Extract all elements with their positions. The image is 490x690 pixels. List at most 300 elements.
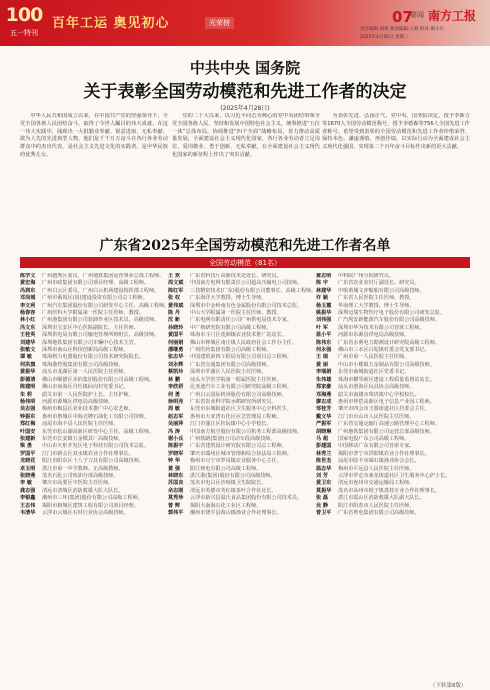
honoree-description: 阳江核电有限公司高级工程师。	[190, 465, 262, 472]
honoree-entry	[20, 503, 174, 509]
honoree-entry	[316, 473, 470, 479]
honoree-name: 林小红	[20, 317, 36, 324]
honoree-entry	[168, 392, 322, 398]
honoree-description: 广东省人民医院主任医师、教授。	[338, 295, 415, 302]
honoree-name: 李 敏	[20, 480, 32, 487]
honoree-description: 汕头市龙湖区第一人民医院主任医师。	[42, 369, 129, 376]
honoree-entry	[168, 473, 322, 479]
honoree-entry	[20, 392, 174, 398]
honoree-entry	[316, 495, 470, 501]
honoree-name: 莫秀珍	[168, 495, 184, 502]
honoree-description: 惠州市仲恺高新区电子信息产业园工程师。	[338, 398, 435, 405]
honoree-name: 温志华	[316, 465, 332, 472]
honoree-description: 汕头大学医学院第一附属医院主任医师。	[190, 376, 282, 383]
honoree-name: 林建华	[316, 287, 332, 294]
honoree-entry	[316, 510, 470, 516]
honoree-description: 广州医科大学附属第一医院主任医师、教授。	[42, 310, 144, 317]
honoree-entry	[168, 429, 322, 435]
honoree-name: 黄志明	[316, 273, 332, 279]
honoree-name: 李银鑫	[20, 495, 36, 502]
honoree-entry	[20, 362, 174, 368]
honoree-name: 李瑞娟	[316, 369, 332, 376]
intro-paragraph: 中华人民共和国成立以来，在中国共产党的坚强领导下，全党全国各族人民团结奋斗，取得了令世人瞩目的伟大成就。在这一伟大实践中，涌现出一大批勤业奉献、锐意进取、无私奉献、敢为人先的先进典型人物，他们是千千万万奋斗在各行各业劳动群众中的杰出代表，是社会主义先进文化的实践者，是中华民族的优秀儿女。	[20, 113, 168, 158]
honoree-description: 潮州市饶平县海山镇渔业合作社理事长。	[190, 510, 282, 516]
honoree-name: 沈 新	[168, 317, 180, 324]
decision-date: (2025年4月28日)	[220, 105, 270, 112]
honoree-entry	[316, 369, 470, 375]
honoree-entry	[316, 429, 470, 435]
editor-credits: 责任编辑:刘爽 版面编辑:王斌 校对:谢小兵	[360, 27, 444, 32]
honoree-description: 清远市英德市英红镇茶叶合作社社长。	[190, 487, 277, 494]
honoree-description: 深圳市南山区科技创新局高级工程师。	[42, 347, 129, 354]
honoree-name: 周文斌	[168, 280, 184, 287]
honoree-entry	[20, 436, 174, 442]
honoree-description: 阳江市阳东区十八子刀具有限公司高级技师。	[42, 458, 144, 465]
honoree-name: 潘继勇	[168, 347, 184, 354]
honoree-entry	[20, 488, 174, 494]
honoree-description: 江门市台山市人民医院主任医师。	[338, 413, 415, 420]
honoree-description: 中科院广州分院研究员。	[338, 273, 395, 279]
honoree-name: 王 瑞	[316, 354, 328, 361]
honoree-description: 汕尾市陆丰市碣石镇渔业协会会长。	[338, 458, 420, 465]
honoree-name: 邓海燕	[316, 391, 332, 398]
honoree-name: 龚志强	[20, 487, 36, 494]
honoree-entry	[316, 384, 470, 390]
honoree-entry	[316, 392, 470, 398]
honoree-entry	[168, 480, 322, 486]
honoree-description: 三技精密技术(广东)股份有限公司董事长、高级工程师。	[190, 287, 317, 294]
honoree-entry	[316, 354, 470, 360]
honoree-entry	[316, 458, 470, 464]
honoree-description: 河源市东源县供电局高级技师。	[338, 332, 410, 339]
honoree-name: 杨玉霞	[316, 302, 332, 309]
honoree-entry	[316, 288, 470, 294]
honoree-entry	[316, 377, 470, 383]
honoree-entry	[316, 443, 470, 449]
honoree-description: 深圳市中金岭南有色金属股份有限公司技术总监。	[190, 302, 303, 309]
honoree-description: 清远市清城区消防救援大队大队长。	[42, 487, 124, 494]
honoree-name: 张晓燕	[20, 472, 36, 479]
honoree-entry	[316, 273, 470, 279]
publication-logo: 南方工报	[428, 9, 477, 23]
honoree-entry	[20, 317, 174, 323]
honoree-name: 郭伟平	[168, 510, 184, 516]
honoree-description: 东莞市松山湖高新区研发中心主任、高级工程师。	[42, 428, 155, 435]
honoree-entry	[168, 280, 322, 286]
honoree-name: 蔡凯玲	[168, 369, 184, 376]
intro-paragraph: 为表彰先进、弘扬正气，党中央、国务院决定，授予李新吉等1670人全国劳动模范称号，授予李德森等756人全国先进工作者称号。希望受到表彰的全国劳动模范和先进工作者珍惜荣誉、保持本色、谦虚谨慎、再创佳绩，以实际行动为全面建成社会主义现代化强国、实现第二个百年奋斗目标作出新的更大贡献。	[322, 113, 470, 151]
honoree-name: 朱 莉	[20, 391, 32, 398]
honoree-entry	[20, 354, 174, 360]
honoree-description: 东莞市长安镇五金模具厂高级技师。	[42, 435, 124, 442]
honoree-entry	[20, 443, 174, 449]
honoree-name: 刘建华	[20, 339, 36, 346]
honoree-name: 陈学文	[20, 273, 36, 279]
honoree-entry	[168, 295, 322, 301]
honoree-name: 刘永辉	[168, 361, 184, 368]
honoree-description: 广东省交通集团有限公司高级技师。	[190, 361, 272, 368]
honoree-description: 潮州市三环(集团)股份有限公司高级工程师。	[42, 495, 143, 502]
honoree-description: 广州铁路(集团)公司动车段高级技师。	[190, 435, 276, 442]
honoree-name: 黄伟斌	[168, 302, 184, 309]
honoree-entry	[168, 354, 322, 360]
honoree-entry	[20, 458, 174, 464]
honoree-entry	[316, 317, 470, 323]
honoree-description: 广东省水利电力勘测设计研究院高级工程师。	[338, 339, 440, 346]
honoree-description: 梅州市平远县人民医院主任医师。	[338, 465, 415, 472]
honoree-entry	[168, 347, 322, 353]
honoree-description: 东莞市南城街道社区党委书记。	[338, 369, 410, 376]
honoree-entry	[316, 436, 470, 442]
honoree-name: 谢小兵	[168, 435, 184, 442]
honoree-entry	[168, 443, 322, 449]
honoree-entry	[20, 332, 174, 338]
honoree-entry	[168, 458, 322, 464]
honoree-name: 叶 军	[316, 324, 328, 331]
category-label: 全国劳动模范（81名）	[209, 259, 281, 267]
honoree-description: 湛江港(集团)股份有限公司高级技师。	[190, 472, 276, 479]
roster-column	[316, 273, 470, 679]
honoree-entry	[316, 325, 470, 331]
honoree-entry	[20, 510, 174, 516]
honoree-name: 廖志成	[316, 398, 332, 405]
honoree-name: 何洪旗	[20, 361, 36, 368]
honoree-entry	[168, 273, 322, 279]
honoree-entry	[20, 303, 174, 309]
honoree-name: 孙晓玲	[168, 324, 184, 331]
issue-date: 2025年4月30日 星期三	[360, 35, 409, 40]
honoree-name: 钟振东	[20, 413, 36, 420]
honoree-description: 中山市小榄镇五金制品有限公司高级技师。	[338, 361, 435, 368]
honoree-description: 广东电网有限责任公司广州供电局技术专家。	[190, 317, 292, 324]
honoree-name: 冯润东	[20, 287, 36, 294]
honoree-name: 黄卫东	[316, 480, 332, 487]
honoree-description: 深圳市宝安区中心医院副院长、主任医师。	[42, 324, 139, 331]
honoree-entry	[168, 436, 322, 442]
honoree-description: 惠州市大亚湾石化区应急管理局工程师。	[190, 413, 282, 420]
honoree-name: 刘伟强	[316, 317, 332, 324]
honoree-name: 陈世杰	[316, 458, 332, 465]
honoree-name: 林秀兰	[316, 450, 332, 457]
honoree-description: 深圳地铁集团有限公司车辆中心技术主管。	[42, 339, 139, 346]
honoree-description: 佛山市三水区白坭镇村委会党支部书记。	[338, 347, 430, 354]
honoree-entry	[20, 473, 174, 479]
honoree-entry	[168, 377, 322, 383]
honoree-description: 惠州市惠城区中海壳牌石油化工有限公司技师。	[42, 413, 149, 420]
honoree-entry	[168, 310, 322, 316]
honoree-name: 韦清华	[20, 510, 36, 516]
honoree-description: 清远市连州市交通运输局工程师。	[338, 480, 415, 487]
honoree-name: 彭建国	[316, 443, 332, 450]
honoree-name: 杨伟明	[20, 398, 36, 405]
honoree-entry	[20, 384, 174, 390]
honoree-entry	[316, 480, 470, 486]
honoree-entry	[168, 325, 322, 331]
banner-title: 百年工运 奥见初心	[52, 16, 170, 31]
honoree-description: 珠海格力电器股份有限公司技术研究院院长。	[42, 354, 144, 361]
honoree-name: 陈红军	[168, 287, 184, 294]
honoree-description: 东莞市东城街道社区卫生服务中心全科医生。	[190, 406, 292, 413]
honoree-description: 茂名市电白区沙琅镇卫生院院长。	[190, 480, 267, 487]
honoree-entry	[316, 280, 470, 286]
honoree-name: 严振军	[316, 421, 332, 428]
honoree-description: 广东省粤电集团有限公司高级技师。	[338, 510, 420, 516]
honoree-name: 王志伟	[20, 502, 36, 509]
honoree-entry	[20, 369, 174, 375]
logo-number: 100	[5, 4, 43, 26]
honoree-description: 广州市第一人民医院主任医师。	[338, 354, 410, 361]
honoree-description: 湛江市霞山区消防救援大队副大队长。	[338, 495, 425, 502]
honoree-name: 余志刚	[168, 487, 184, 494]
honoree-description: 广州医药集团有限公司高级工程师。	[190, 347, 272, 354]
honoree-name: 马 超	[316, 435, 328, 442]
honoree-name: 冯 涛	[168, 428, 180, 435]
honoree-description: 揭阳市普宁市洪阳镇农业合作社理事长。	[338, 450, 430, 457]
honoree-entry	[316, 303, 470, 309]
honoree-name: 何 勇	[168, 391, 180, 398]
honoree-name: 王 欢	[168, 273, 180, 279]
honor-roll-badge: 光荣榜	[205, 17, 234, 29]
honoree-entry	[316, 503, 470, 509]
honoree-description: 韶关市南雄市珠玑镇中心学校校长。	[338, 391, 420, 398]
honoree-description: 中广核研究院有限公司高级工程师。	[190, 324, 272, 331]
honoree-name: 许 颖	[316, 295, 328, 302]
honoree-name: 张 权	[168, 295, 180, 302]
honoree-entry	[168, 406, 322, 412]
honoree-description: 江门市蓬江区杜阮镇中心小学校长。	[190, 421, 272, 428]
honoree-entry	[316, 451, 470, 457]
honoree-name: 何永强	[316, 347, 332, 354]
honoree-name: 朱伟雄	[316, 376, 332, 383]
honoree-entry	[316, 347, 470, 353]
honoree-name: 卓玉明	[20, 465, 36, 472]
honoree-description: 中船黄埔文冲船舶有限公司高级技师。	[338, 287, 425, 294]
honoree-entry	[168, 288, 322, 294]
honoree-description: 广州汽车集团股份有限公司研发中心主任、高级工程师。	[42, 302, 170, 309]
honoree-description: 揭阳大南海石化工业区工程师。	[190, 502, 262, 509]
honoree-name: 陈 宇	[316, 280, 328, 287]
anniversary-logo	[4, 4, 44, 42]
honoree-entry	[168, 369, 322, 375]
honoree-entry	[20, 466, 174, 472]
honoree-description: 广州市政集团有限公司项目经理、高级工程师。	[42, 280, 149, 287]
honoree-entry	[20, 495, 174, 501]
honoree-entry	[20, 347, 174, 353]
honoree-name: 黄宏海	[20, 280, 36, 287]
honoree-name: 赵志军	[168, 413, 184, 420]
intro-paragraph: 党的二十大以来，以习近平同志为核心的党中央团结带领全党全国各族人民，坚持和发展中国特色社会主义，统筹推进“五位一体”总体布局，协调推进“四个全面”战略布局，着力推动高质量发展，全面建设社会主义现代化国家，各行各业劳动者立足岗位、爱岗敬业、勇于创新、无私奉献，在全面建设社会主义现代化国家的新征程上作出了突出贡献。	[172, 113, 320, 158]
honoree-description: 广东海洋大学教授、博士生导师。	[190, 295, 267, 302]
honoree-entry	[316, 421, 470, 427]
honoree-entry	[316, 406, 470, 412]
honoree-name: 刘 芳	[316, 472, 328, 479]
honoree-name: 莫振华	[316, 487, 332, 494]
honoree-name: 李欣妍	[168, 384, 184, 391]
honoree-description: 汕尾市海丰县人民医院主任医师。	[42, 421, 119, 428]
honoree-entry	[168, 317, 322, 323]
honoree-entry	[20, 273, 174, 279]
honoree-name: 彭德清	[20, 376, 36, 383]
honoree-description: 中国南方电网有限责任公司超高压输电公司技师。	[190, 280, 303, 287]
logo-subtitle: 五一特刊	[10, 29, 38, 37]
honoree-description: 梅州市兴宁市罗岗镇农业服务中心主任。	[190, 458, 282, 465]
roster-column	[20, 273, 174, 679]
honoree-description: 茂名市高州市根子镇荔枝专业合作社理事长。	[338, 487, 440, 494]
honoree-name: 何丽娟	[168, 339, 184, 346]
honoree-description: 广州白云区委员，广州白云机场建设指挥部工程师。	[42, 287, 160, 294]
honoree-description: 云浮市新兴县温氏食品集团股份有限公司技术员。	[190, 495, 303, 502]
honoree-description: 国家电投广东公司高级工程师。	[338, 435, 410, 442]
honoree-entry	[20, 377, 174, 383]
honoree-description: 深圳迈瑞生物医疗电子股份有限公司研发总监。	[338, 310, 445, 317]
honoree-description: 广州地铁集团有限公司运营总部高级技师。	[338, 428, 435, 435]
honoree-description: 中国建筑第四工程局有限公司项目总工程师。	[190, 354, 292, 361]
honoree-entry	[20, 406, 174, 412]
category-bar	[20, 257, 470, 268]
honoree-entry	[20, 295, 174, 301]
honoree-entry	[20, 414, 174, 420]
honoree-name: 邓岗城	[20, 295, 36, 302]
honoree-name: 黄国平	[168, 332, 184, 339]
honoree-description: 韶关市第一人民医院护士长、主任护师。	[42, 391, 134, 398]
honoree-description: 中山市火炬开发区电子科技有限公司技术总监。	[42, 443, 149, 450]
honoree-description: 比亚迪汽车工业有限公司研究院高级工程师。	[190, 384, 292, 391]
honoree-name: 陈 丹	[168, 310, 180, 317]
honoree-entry	[168, 340, 322, 346]
honoree-entry	[168, 332, 322, 338]
honoree-entry	[168, 510, 322, 516]
honoree-description: 茂名石化公司炼油分部高级技师。	[42, 472, 119, 479]
continued-note: （下转第8版）	[430, 683, 467, 689]
honoree-name: 胡晓琳	[316, 428, 332, 435]
honoree-entry	[168, 421, 322, 427]
honoree-name: 黄 丽	[316, 361, 328, 368]
honoree-entry	[20, 421, 174, 427]
honoree-entry	[168, 399, 322, 405]
honoree-name: 吴志强	[20, 406, 36, 413]
honoree-entry	[316, 488, 470, 494]
honoree-entry	[168, 495, 322, 501]
honoree-entry	[316, 295, 470, 301]
honoree-name: 谭 敏	[20, 354, 32, 361]
honoree-entry	[168, 466, 322, 472]
honoree-name: 苏国良	[168, 480, 184, 487]
honoree-name: 王桂英	[20, 332, 36, 339]
honoree-name: 杨春容	[20, 310, 36, 317]
honoree-description: 广东省科技厅高新技术处处长、研究员。	[190, 273, 282, 279]
honoree-name: 吴 静	[316, 502, 328, 509]
honoree-description: 江门市新会区双水镇农业合作社理事长。	[42, 450, 134, 457]
honoree-entry	[316, 310, 470, 316]
honoree-name: 罗晓军	[168, 450, 184, 457]
honoree-description: 广州市番禺区(禺)建设投资有限公司总工程师。	[42, 295, 148, 302]
honoree-name: 黄振华	[20, 369, 36, 376]
honoree-name: 梁 勇	[20, 443, 32, 450]
honoree-entry	[316, 362, 470, 368]
honoree-description: 珠海港控股集团有限公司高级技师。	[42, 361, 124, 368]
honoree-description: 云浮市云城区石材行业协会高级技师。	[42, 510, 129, 516]
honoree-description: 广东省农业科学院水稻研究所研究员。	[190, 398, 277, 405]
honoree-name: 钟 华	[168, 458, 180, 465]
honoree-description: 湛江市第一中学教师、正高级教师。	[42, 465, 124, 472]
honoree-entry	[20, 451, 174, 457]
honoree-entry	[20, 399, 174, 405]
honoree-description: 广州越秀区委员，广州地铁集团运营事业总部工程师。	[42, 273, 165, 279]
list-heading: 广东省2025年全国劳动模范和先进工作者名单	[99, 238, 391, 254]
honoree-name: 张志华	[168, 354, 184, 361]
honoree-description: 深圳市罗湖区人民医院主任医师。	[190, 369, 267, 376]
honoree-description: 佛山市禅城区南庄镇人民政府社会工作办主任。	[190, 339, 297, 346]
honoree-entry	[20, 288, 174, 294]
honoree-description: 河源市源城区供电局高级技师。	[42, 398, 114, 405]
honoree-description: 广东省交通运输厅高速公路管理中心工程师。	[338, 421, 440, 428]
honoree-name: 林晓东	[168, 472, 184, 479]
honoree-description: 佛山市顺德区美的集团股份有限公司高级工程师。	[42, 376, 155, 383]
honoree-entry	[168, 451, 322, 457]
honoree-entry	[168, 414, 322, 420]
honoree-description: 云浮市罗定市素龙街道社区卫生服务中心护士长。	[338, 472, 451, 479]
honoree-entry	[20, 280, 174, 286]
honoree-description: 深圳供电局有限公司输电管理所班组长、高级技师。	[42, 332, 160, 339]
honoree-name: 周 敏	[168, 406, 180, 413]
honoree-name: 黄 强	[168, 465, 180, 472]
honoree-name: 陈伟东	[316, 339, 332, 346]
honoree-name: 张敏文	[20, 347, 36, 354]
honoree-name: 曾卫平	[316, 510, 332, 516]
honoree-description: 珠海市横琴新区建设工程质量监督站站长。	[338, 376, 435, 383]
honoree-description: 中国南方航空股份有限公司机务工程部高级技师。	[190, 428, 303, 435]
honoree-entry	[316, 414, 470, 420]
honoree-entry	[20, 480, 174, 486]
honoree-description: 汕头市澄海区玩具协会高级技师。	[338, 384, 415, 391]
honoree-entry	[20, 429, 174, 435]
page-number: 07	[392, 8, 413, 26]
honoree-description: 肇庆市端州区城市管理和综合执法局工程师。	[190, 450, 292, 457]
honoree-entry	[20, 310, 174, 316]
honoree-entry	[316, 466, 470, 472]
honoree-name: 李文利	[20, 302, 36, 309]
honoree-description: 珠海市斗门区莲洲镇农业技术推广站站长。	[190, 332, 287, 339]
honoree-name: 邹桂芳	[316, 406, 332, 413]
honoree-name: 罗国平	[20, 450, 36, 457]
honoree-description: 广东省建筑设计研究院有限公司总工程师。	[190, 443, 287, 450]
honoree-entry	[168, 488, 322, 494]
headline-kicker: 中共中央 国务院	[189, 59, 301, 77]
honoree-entry	[20, 325, 174, 331]
honoree-description: 华南理工大学教授、博士生导师。	[338, 302, 415, 309]
honoree-description: 揭阳市榕城区建筑工程有限公司项目经理。	[42, 502, 139, 509]
honoree-entry	[20, 340, 174, 346]
headline: 关于表彰全国劳动模范和先进工作者的决定	[83, 82, 407, 102]
honoree-name: 冯文东	[20, 324, 36, 331]
roster-column	[168, 273, 322, 679]
honoree-entry	[168, 362, 322, 368]
honoree-description: 中山大学附属第一医院主任医师、教授。	[190, 310, 282, 317]
honoree-entry	[316, 399, 470, 405]
honoree-description: 深圳市华为技术有限公司首席工程师。	[338, 324, 425, 331]
honoree-description: 广州港集团有限公司装卸作业区技术员、高级技师。	[42, 317, 160, 324]
honoree-name: 陈建明	[20, 384, 36, 391]
honoree-description: 广东省农业农村厅副处长、研究员。	[338, 280, 420, 287]
honoree-name: 林 鹏	[168, 376, 180, 383]
honoree-entry	[316, 340, 470, 346]
honoree-entry	[168, 503, 322, 509]
honoree-name: 龙晓花	[20, 458, 36, 465]
honoree-name: 蓝小平	[316, 332, 332, 339]
honoree-name: 张建新	[20, 435, 36, 442]
honoree-entry	[168, 384, 322, 390]
honoree-name: 陈振宇	[168, 443, 184, 450]
